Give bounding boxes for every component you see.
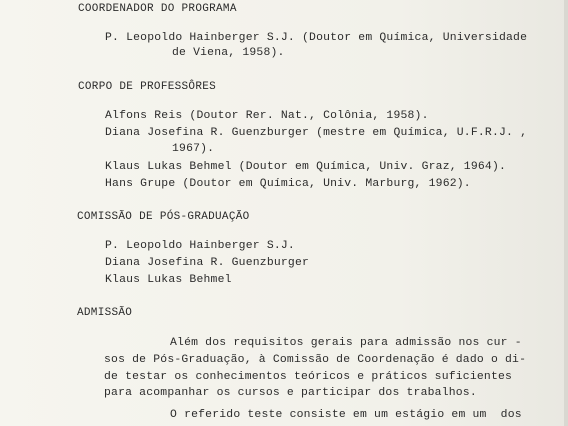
text-line: Hans Grupe (Doutor em Química, Univ. Marburg, 1962). — [105, 178, 471, 190]
text-line: P. Leopoldo Hainberger S.J. — [105, 240, 295, 252]
page-edge-shadow — [564, 0, 568, 426]
heading-admissao: ADMISSÃO — [77, 307, 133, 319]
text-line: O referido teste consiste em um estágio em um dos — [170, 409, 522, 421]
text-line: Klaus Lukas Behmel — [105, 274, 232, 286]
text-line: Além dos requisitos gerais para admissão nos cur - — [170, 337, 522, 349]
text-line: sos de Pós-Graduação, à Comissão de Coordenação é dado o di- — [104, 354, 527, 366]
text-line: Klaus Lukas Behmel (Doutor em Química, Univ. Graz, 1964). — [105, 161, 507, 173]
heading-coordenador: COORDENADOR DO PROGRAMA — [78, 3, 237, 15]
text-line: Diana Josefina R. Guenzburger — [105, 257, 310, 269]
heading-comissao: COMISSÃO DE PÓS-GRADUAÇÃO — [77, 211, 250, 223]
text-line: de Viena, 1958). — [172, 47, 285, 59]
text-line: Diana Josefina R. Guenzburger (mestre em Química, U.F.R.J. , — [105, 127, 528, 139]
text-line: P. Leopoldo Hainberger S.J. (Doutor em Química, Universidade — [105, 32, 528, 44]
heading-corpo-de-professores: CORPO DE PROFESSÔRES — [78, 81, 217, 93]
text-line: Alfons Reis (Doutor Rer. Nat., Colônia, 1958). — [105, 110, 429, 122]
text-line: para acompanhar os cursos e participar dos trabalhos. — [104, 387, 477, 399]
text-line: de testar os conhecimentos teóricos e práticos suficientes — [104, 371, 513, 383]
text-line: 1967). — [172, 143, 215, 155]
